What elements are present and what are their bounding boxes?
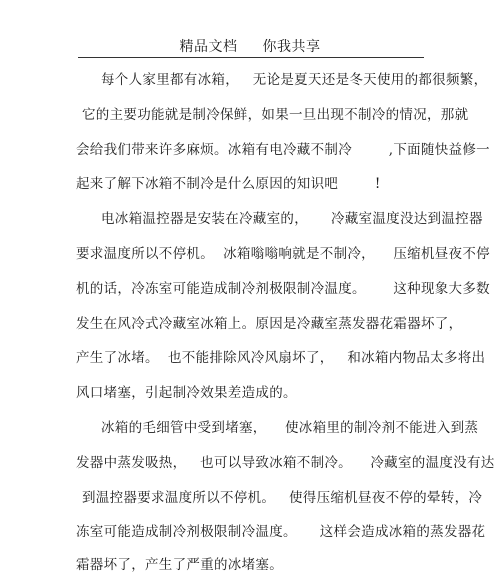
text-line-5: 电冰箱温控器是安装在冷藏室的， 冷藏室温度没达到温控器 (101, 211, 483, 227)
text-line-15: 霜器坏了，产生了严重的冰堵塞。 (76, 557, 283, 573)
header-right-text: 你我共享 (262, 39, 321, 55)
text-line-10: 风口堵塞，引起制冷效果差造成的。 (76, 385, 297, 401)
page-header (0, 36, 500, 56)
text-line-13: 到温控器要求温度所以不停机。 使得压缩机昼夜不停的晕转，冷 (82, 490, 483, 506)
text-line-1: 每个人家里都有冰箱， 无论是夏天还是冬天使用的都很频繁， (101, 72, 488, 88)
header-left-text: 精品文档 (179, 39, 238, 55)
text-line-2: 它的主要功能就是制冷保鲜，如果一旦出现不制冷的情况，那就 (82, 107, 469, 123)
text-line-7: 机的话，冷冻室可能造成制冷剂极限制冷温度。 这种现象大多数 (76, 281, 490, 297)
text-line-4: 起来了解下冰箱不制冷是什么原因的知识吧 ! (76, 176, 381, 192)
text-line-9: 产生了冰堵。 也不能排除风冷风扇坏了， 和冰箱内物品太多将出 (76, 350, 486, 366)
text-line-14: 冻室可能造成制冷剂极限制冷温度。 这样会造成冰箱的蒸发器花 (76, 524, 486, 540)
text-line-11: 冰箱的毛细管中受到堵塞， 使冰箱里的制冷剂不能进入到蒸 (101, 420, 479, 436)
text-line-12: 发器中蒸发吸热， 也可以导致冰箱不制冷。 冷藏室的温度没有达 (76, 455, 495, 471)
text-line-3: 会给我们带来许多麻烦。冰箱有电冷藏不制冷 ,下面随快益修一 (76, 142, 490, 158)
text-line-8: 发生在风冷式冷藏室冰箱上。原因是冷藏室蒸发器花霜器坏了， (76, 316, 463, 332)
text-line-6: 要求温度所以不停机。 冰箱嗡嗡响就是不制冷， 压缩机昼夜不停 (76, 246, 490, 262)
header-divider (78, 57, 424, 58)
